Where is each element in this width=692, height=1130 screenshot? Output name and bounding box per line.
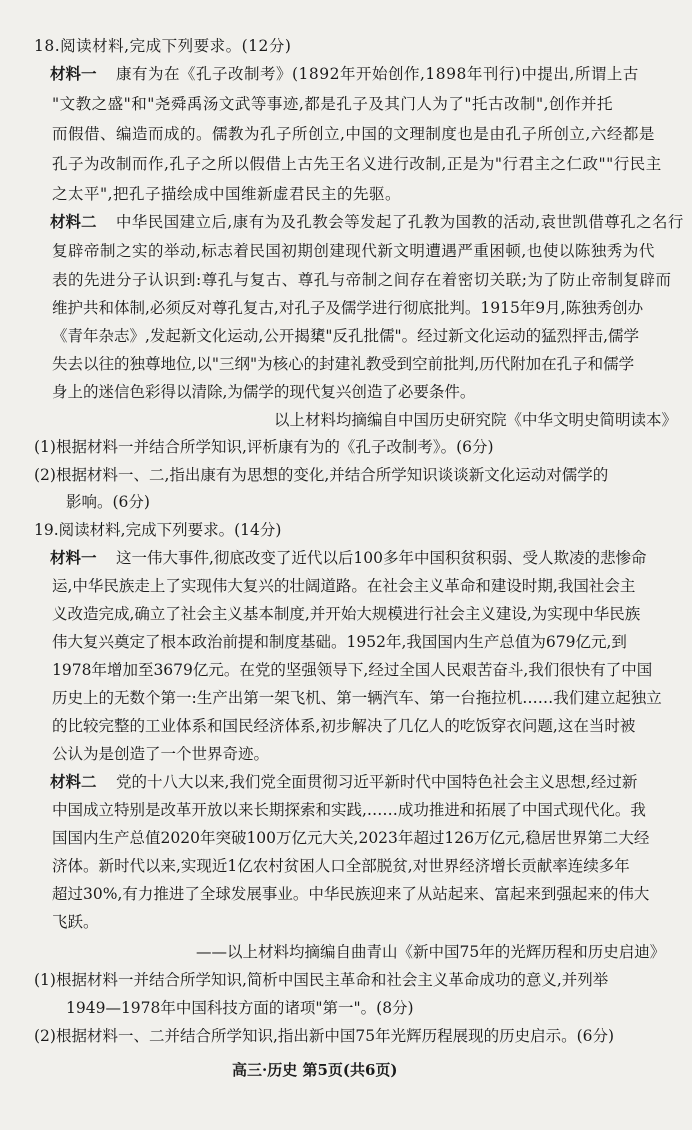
page-footer: 高三·历史 第5页(共6页) xyxy=(232,1061,398,1079)
q19-material1-line: 历史上的无数个第一:生产出第一架飞机、第一辆汽车、第一台拖拉机……我们建立起独立 xyxy=(52,689,662,707)
q19-subquestion-1: (1)根据材料一并结合所学知识,简析中国民主革命和社会主义革命成功的意义,并列举 xyxy=(34,971,609,989)
q19-material2-line: 飞跃。 xyxy=(52,913,99,931)
q19-material1-line: 义改造完成,确立了社会主义基本制度,并开始大规模进行社会主义建设,为实现中华民族 xyxy=(52,605,641,623)
q18-material1-line: 而假借、编造而成的。儒教为孔子所创立,中国的文理制度也是由孔子所创立,六经都是 xyxy=(52,125,655,143)
q19-material1-line: 1978年增加至3679亿元。在党的坚强领导下,经过全国人民艰苦奋斗,我们很快有了中国 xyxy=(52,661,653,679)
q18-material2-line: 维护共和体制,必须反对尊孔复古,对孔子及儒学进行彻底批判。1915年9月,陈独秀创办 xyxy=(52,299,644,317)
q19-material2-line: 超过30%,有力推进了全球发展事业。中华民族迎来了从站起来、富起来到强起来的伟大 xyxy=(52,885,650,903)
q19-material1-line: 这一伟大事件,彻底改变了近代以后100多年中国积贫积弱、受人欺凌的悲惨命 xyxy=(116,549,647,567)
q19-material1-line: 运,中华民族走上了实现伟大复兴的壮阔道路。在社会主义革命和建设时期,我国社会主 xyxy=(52,577,636,595)
q18-subquestion-2-cont: 影响。(6分) xyxy=(66,493,150,511)
q19-material2-line: 国国内生产总值2020年突破100万亿元大关,2023年超过126万亿元,稳居世界第二大经 xyxy=(52,829,650,847)
q18-header: 18.阅读材料,完成下列要求。(12分) xyxy=(34,37,292,55)
q18-material1-line: "文教之盛"和"尧舜禹汤文武等事迹,都是孔子及其门人为了"托古改制",创作并托 xyxy=(52,95,614,113)
q19-material1-line: 伟大复兴奠定了根本政治前提和制度基础。1952年,我国国内生产总值为679亿元,到 xyxy=(52,633,627,651)
q19-source: ——以上材料均摘编自曲青山《新中国75年的光辉历程和历史启迪》 xyxy=(196,943,666,961)
q19-material2-line: 济体。新时代以来,实现近1亿农村贫困人口全部脱贫,对世界经济增长贡献率连续多年 xyxy=(52,857,630,875)
q19-material1-label: 材料一 xyxy=(50,548,97,567)
q18-source: 以上材料均摘编自中国历史研究院《中华文明史简明读本》 xyxy=(274,411,678,429)
q18-material2-line: 《青年杂志》,发起新文化运动,公开揭橥"反孔批儒"。经过新文化运动的猛烈抨击,儒学 xyxy=(52,327,640,345)
q19-material2-line: 中国成立特别是改革开放以来长期探索和实践,……成功推进和拓展了中国式现代化。我 xyxy=(52,801,646,819)
q19-subquestion-2: (2)根据材料一、二并结合所学知识,指出新中国75年光辉历程展现的历史启示。(6分) xyxy=(34,1027,615,1045)
q19-material1-line: 的比较完整的工业体系和国民经济体系,初步解决了几亿人的吃饭穿衣问题,这在当时被 xyxy=(52,717,636,735)
q18-material2-line: 身上的迷信色彩得以清除,为儒学的现代复兴创造了必要条件。 xyxy=(52,383,476,401)
q18-material2-line: 复辟帝制之实的举动,标志着民国初期创建现代新文明遭遇严重困顿,也使以陈独秀为代 xyxy=(52,242,655,260)
q19-material2-label: 材料二 xyxy=(50,772,97,791)
q18-material1-line: 之太平",把孔子描绘成中国维新虚君民主的先驱。 xyxy=(52,185,402,203)
q18-subquestion-2: (2)根据材料一、二,指出康有为思想的变化,并结合所学知识谈谈新文化运动对儒学的 xyxy=(34,466,609,484)
q18-material2-label: 材料二 xyxy=(50,212,97,231)
q18-material1-line: 康有为在《孔子改制考》(1892年开始创作,1898年刊行)中提出,所谓上古 xyxy=(116,65,639,83)
q18-material2-line: 失去以往的独尊地位,以"三纲"为核心的封建礼教受到空前批判,历代附加在孔子和儒学 xyxy=(52,355,635,373)
q18-material1-label: 材料一 xyxy=(50,64,97,83)
q18-subquestion-1: (1)根据材料一并结合所学知识,评析康有为的《孔子改制考》。(6分) xyxy=(34,438,494,456)
q19-header: 19.阅读材料,完成下列要求。(14分) xyxy=(34,521,282,539)
q19-material1-line: 公认为是创造了一个世界奇迹。 xyxy=(52,745,270,763)
q19-subquestion-1-cont: 1949—1978年中国科技方面的诸项"第一"。(8分) xyxy=(66,999,414,1017)
q18-material2-line: 中华民国建立后,康有为及孔教会等发起了孔教为国教的活动,袁世凯借尊孔之名行 xyxy=(116,213,684,231)
q18-material1-line: 孔子为改制而作,孔子之所以假借上古先王名义进行改制,正是为"行君主之仁政""行民主 xyxy=(52,155,662,173)
q19-material2-line: 党的十八大以来,我们党全面贯彻习近平新时代中国特色社会主义思想,经过新 xyxy=(116,773,638,791)
q18-material2-line: 表的先进分子认识到:尊孔与复古、尊孔与帝制之间存在着密切关联;为了防止帝制复辟而 xyxy=(52,271,672,289)
